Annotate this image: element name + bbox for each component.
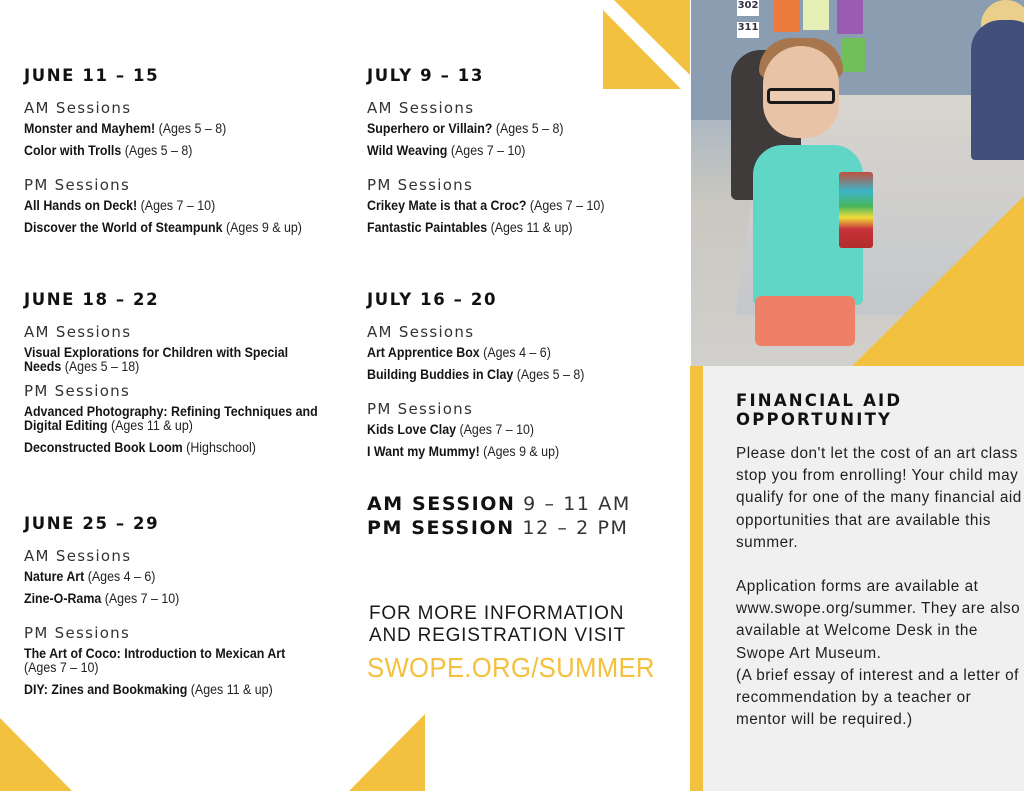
week-title: JULY 16 – 20: [367, 290, 498, 309]
class-item: Monster and Mayhem! (Ages 5 – 8): [24, 121, 227, 136]
session-times: [367, 492, 631, 540]
week-block: [24, 66, 354, 243]
week-block: [24, 290, 354, 463]
week-title: JUNE 11 – 15: [24, 66, 160, 85]
week-block: [24, 514, 354, 705]
classroom-photo: [691, 0, 1024, 366]
week-title: JUNE 18 – 22: [24, 290, 160, 309]
room-sign: 302: [737, 0, 759, 16]
financial-aid-title: FINANCIAL AID OPPORTUNITY: [736, 391, 903, 429]
am-sessions-label: AM Sessions: [24, 99, 132, 117]
class-item: Zine-O-Rama (Ages 7 – 10): [24, 591, 180, 606]
more-info-line: AND REGISTRATION VISIT: [369, 625, 626, 646]
am-sessions-label: AM Sessions: [367, 99, 475, 117]
more-info-text: [369, 603, 626, 647]
room-sign: 311: [737, 22, 759, 38]
registration-link[interactable]: SWOPE.ORG/SUMMER: [367, 652, 655, 683]
class-item: Visual Explorations for Children with Special Needs (Ages 5 – 18): [24, 345, 289, 374]
aid-paragraph: (A brief essay of interest and a letter of recommendation by a teacher or mentor will be required.): [736, 666, 1019, 729]
am-sessions-label: AM Sessions: [24, 547, 132, 565]
class-item: Superhero or Villain? (Ages 5 – 8): [367, 121, 564, 136]
pm-sessions-label: PM Sessions: [24, 176, 131, 194]
class-item: I Want my Mummy! (Ages 9 & up): [367, 444, 560, 459]
week-block: [367, 290, 687, 467]
aid-paragraph: Application forms are available at www.swope.org/summer. They are also available at Welcome Desk in the Swope Art Museum.: [736, 578, 1021, 662]
financial-aid-body: [736, 443, 1024, 731]
accent-strip: [690, 366, 703, 791]
class-item: Nature Art (Ages 4 – 6): [24, 569, 156, 584]
pm-sessions-label: PM Sessions: [24, 382, 131, 400]
aid-paragraph: Please don't let the cost of an art class stop you from enrolling! Your child may qualify for one of the many financial aid opportunities that are available this summer.: [736, 445, 1022, 551]
pm-sessions-label: PM Sessions: [367, 176, 474, 194]
class-item: Fantastic Paintables (Ages 11 & up): [367, 220, 573, 235]
class-item: Color with Trolls (Ages 5 – 8): [24, 143, 193, 158]
week-title: JUNE 25 – 29: [24, 514, 160, 533]
more-info-line: FOR MORE INFORMATION: [369, 603, 625, 624]
class-item: Wild Weaving (Ages 7 – 10): [367, 143, 526, 158]
pm-sessions-label: PM Sessions: [24, 624, 131, 642]
photo-corner-triangle: [691, 0, 1024, 366]
pm-session-time: PM SESSION 12 – 2 PM: [367, 517, 629, 539]
class-item: Art Apprentice Box (Ages 4 – 6): [367, 345, 551, 360]
week-block: [367, 66, 687, 243]
class-item: Deconstructed Book Loom (Highschool): [24, 440, 256, 455]
class-item: Discover the World of Steampunk (Ages 9 & up): [24, 220, 302, 235]
pm-sessions-label: PM Sessions: [367, 400, 474, 418]
class-item: Building Buddies in Clay (Ages 5 – 8): [367, 367, 585, 382]
am-session-time: AM SESSION 9 – 11 AM: [367, 493, 631, 515]
class-item: Advanced Photography: Refining Techniques and Digital Editing (Ages 11 & up): [24, 404, 318, 433]
class-item: All Hands on Deck! (Ages 7 – 10): [24, 198, 216, 213]
am-sessions-label: AM Sessions: [24, 323, 132, 341]
class-item: The Art of Coco: Introduction to Mexican Art (Ages 7 – 10): [24, 646, 286, 675]
am-sessions-label: AM Sessions: [367, 323, 475, 341]
class-item: DIY: Zines and Bookmaking (Ages 11 & up): [24, 682, 273, 697]
class-item: Kids Love Clay (Ages 7 – 10): [367, 422, 535, 437]
week-title: JULY 9 – 13: [367, 66, 484, 85]
class-item: Crikey Mate is that a Croc? (Ages 7 – 10): [367, 198, 605, 213]
